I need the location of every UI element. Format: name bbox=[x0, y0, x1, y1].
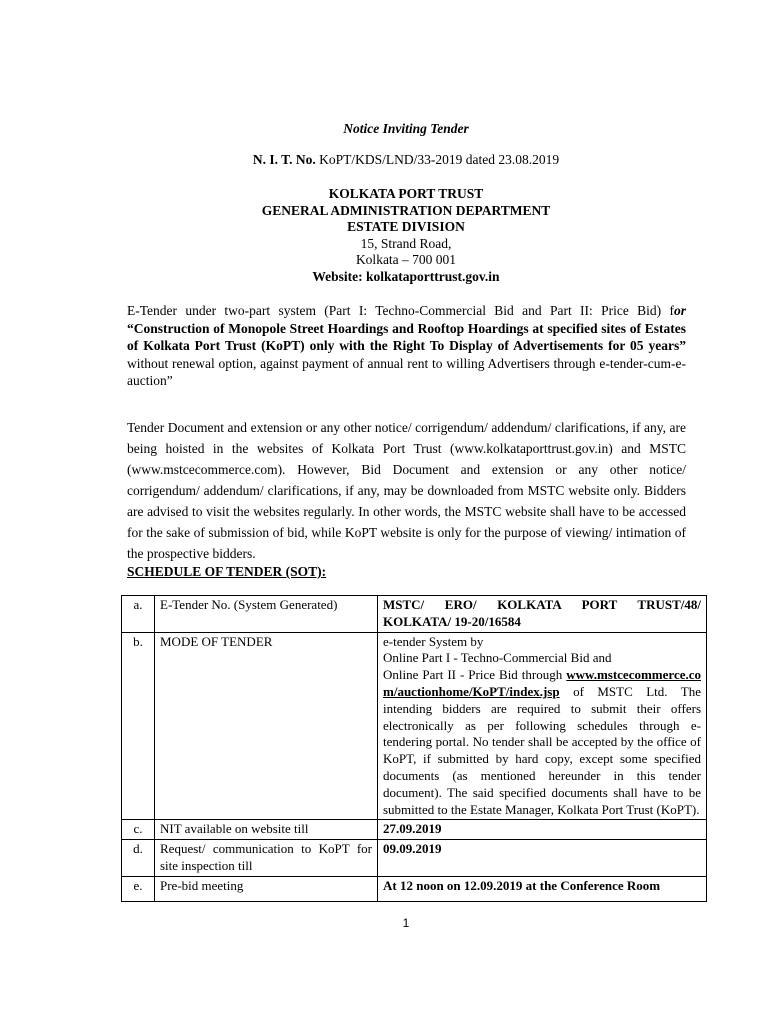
schedule-of-tender-table bbox=[121, 595, 707, 902]
address-line-1: 15, Strand Road, bbox=[360, 235, 452, 251]
row-value: MSTC/ ERO/ KOLKATA PORT TRUST/48/ KOLKATA/ 19-20/16584 bbox=[378, 596, 707, 633]
mode-line-3: Online Part II - Price Bid through bbox=[383, 667, 567, 683]
mode-line-1: e-tender System by bbox=[383, 633, 484, 649]
nit-label: N. I. T. No. bbox=[252, 152, 316, 167]
row-id: c. bbox=[122, 820, 155, 840]
intro-text-1: E-Tender under two-part system (Part I: Techno-Commercial Bid and Part II: Price Bid) f bbox=[127, 303, 674, 318]
table-row bbox=[122, 876, 707, 901]
row-value: 09.09.2019 bbox=[378, 840, 707, 877]
division-name: ESTATE DIVISION bbox=[347, 219, 465, 234]
nit-number bbox=[0, 152, 770, 169]
intro-text-4: without renewal option, against payment of annual rent to willing Advertisers through e-tender-cum-e-auction” bbox=[127, 355, 686, 388]
row-id: a. bbox=[122, 596, 155, 633]
org-name: KOLKATA PORT TRUST bbox=[328, 186, 484, 201]
intro-text-2: or bbox=[673, 303, 686, 318]
row-label: Request/ communication to KoPT for site inspection till bbox=[155, 840, 378, 877]
nit-value: KoPT/KDS/LND/33-2019 dated 23.08.2019 bbox=[315, 152, 560, 167]
sot-heading: SCHEDULE OF TENDER (SOT): bbox=[127, 564, 327, 579]
row-id: e. bbox=[122, 876, 155, 901]
row-label: NIT available on website till bbox=[155, 820, 378, 840]
row-value: 27.09.2019 bbox=[378, 820, 707, 840]
row-id: b. bbox=[122, 632, 155, 820]
address-line-2: Kolkata – 700 001 bbox=[355, 252, 457, 267]
notice-title: Notice Inviting Tender bbox=[343, 121, 469, 136]
intro-paragraph bbox=[127, 302, 686, 390]
row-label: E-Tender No. (System Generated) bbox=[155, 596, 378, 633]
mode-line-2: Online Part I - Techno-Commercial Bid and bbox=[383, 650, 612, 666]
table-row bbox=[122, 840, 707, 877]
mode-rest: of MSTC Ltd. The intending bidders are required to submit their offers electronically as per following schedules through e-tendering portal. No tender shall be accepted by the office of KoPT, if submitted by hard copy, except some specified documents (as mentioned hereunder in this tender document). The said specified documents shall have to be submitted to the Estate Manager, Kolkata Port Trust (KoPT). bbox=[383, 683, 701, 817]
row-label: MODE OF TENDER bbox=[155, 632, 378, 820]
row-id: d. bbox=[122, 840, 155, 877]
intro-text-3: “Construction of Monopole Street Hoardings and Rooftop Hoardings at specified sites of Estates of Kolkata Port Trust (KoPT) only with the Right To Display of Advertisements for 05 years” bbox=[127, 320, 686, 353]
tender-document-paragraph: Tender Document and extension or any other notice/ corrigendum/ addendum/ clarifications, if any, are being hoisted in the websites of Kolkata Port Trust (www.kolkataporttrust.gov.in) and MSTC (www.mstcecommerce.com). However, Bid Document and extension or any other notice/ corrigendum/ addendum/ clarifications, if any, may be downloaded from MSTC website only. Bidders are advised to visit the websites regularly. In other words, the MSTC website shall have to be accessed for the sake of submission of bid, while KoPT website is only for the purpose of viewing/ intimation of the prospective bidders. bbox=[127, 420, 686, 561]
table-row bbox=[122, 596, 707, 633]
mstc-link[interactable]: www.mstcecommerce.com/auctionhome/KoPT/index.jsp bbox=[383, 667, 701, 699]
row-value bbox=[378, 632, 707, 820]
department-name: GENERAL ADMINISTRATION DEPARTMENT bbox=[261, 202, 551, 218]
row-label: Pre-bid meeting bbox=[155, 876, 378, 901]
table-row bbox=[122, 632, 707, 820]
row-value: At 12 noon on 12.09.2019 at the Conference Room bbox=[378, 876, 707, 901]
page-number: 1 bbox=[402, 916, 410, 930]
website-line: Website: kolkataporttrust.gov.in bbox=[312, 268, 500, 284]
table-row bbox=[122, 820, 707, 840]
